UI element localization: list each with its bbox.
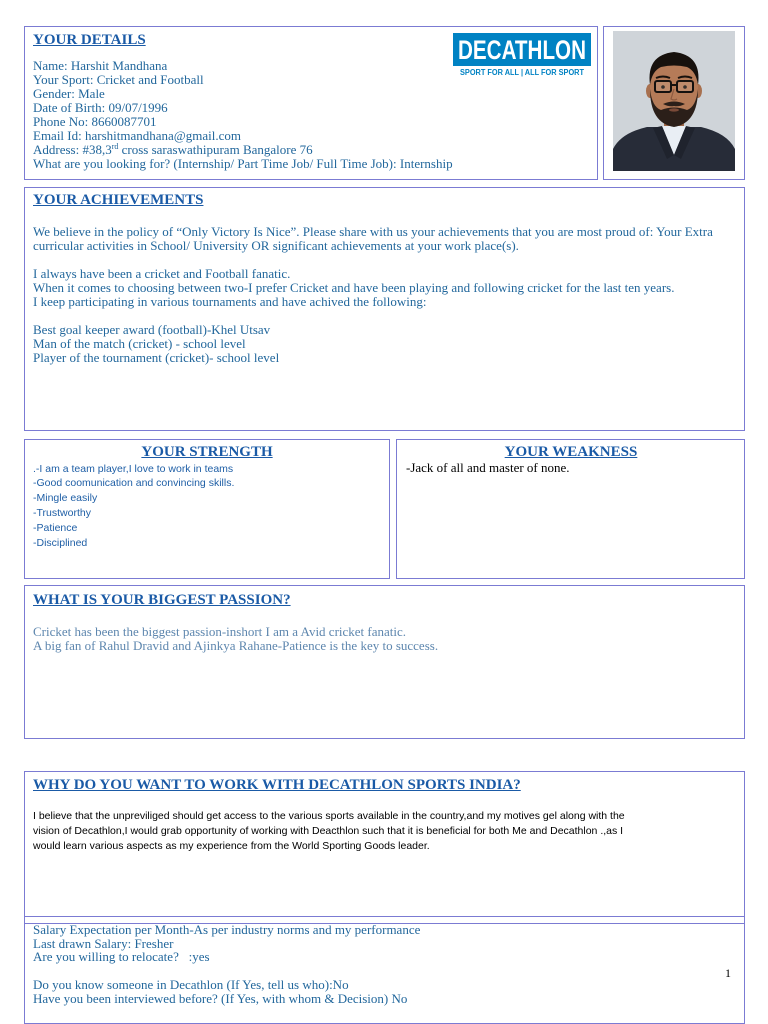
- detail-looking-for: What are you looking for? (Internship/ Part Time Job/ Full Time Job): Internship: [33, 156, 453, 171]
- achievement-intro-line: When it comes to choosing between two-I prefer Cricket and have been playing and following cricket for the last ten years.: [33, 280, 675, 295]
- detail-sport: Your Sport: Cricket and Football: [33, 72, 204, 87]
- award-item: Best goal keeper award (football)-Khel Utsav: [33, 322, 271, 337]
- achievements-lines: [33, 225, 736, 365]
- passion-line: Cricket has been the biggest passion-inshort I am a Avid cricket fanatic.: [33, 624, 407, 640]
- profile-photo: [613, 31, 735, 171]
- blank-line: [33, 253, 736, 267]
- weakness-item: -Jack of all and master of none.: [406, 460, 570, 475]
- why-decathlon-heading: WHY DO YOU WANT TO WORK WITH DECATHLON SPORTS INDIA?: [33, 776, 521, 793]
- blank-line: [33, 309, 736, 323]
- details-section: [24, 26, 598, 180]
- strength-item: -Patience: [33, 521, 78, 534]
- page-number: 1: [725, 966, 731, 980]
- photo-frame: [603, 26, 745, 180]
- strength-item: -Trustworthy: [33, 506, 91, 519]
- blank-line: [33, 964, 736, 978]
- address-suffix: cross saraswathipuram Bangalore 76: [118, 142, 313, 157]
- logo-brand-text: DECATHLON: [458, 35, 586, 65]
- address-ordinal-suffix: rd: [111, 142, 119, 151]
- detail-address: [33, 143, 589, 157]
- why-decathlon-line: would learn various aspects as my experience from the World Sporting Goods leader.: [33, 839, 430, 852]
- detail-phone: Phone No: 8660087701: [33, 114, 157, 129]
- why-decathlon-lines: [33, 809, 736, 854]
- achievements-heading: YOUR ACHIEVEMENTS: [33, 191, 204, 208]
- passion-lines: [33, 625, 736, 652]
- why-decathlon-line: vision of Decathlon,I would grab opportunity of working with Deacthlon such that it is beneficial for both Me and Decathlon .,as I: [33, 824, 624, 837]
- award-item: Man of the match (cricket) - school level: [33, 336, 246, 351]
- decathlon-logo: [452, 32, 592, 80]
- strength-heading: YOUR STRENGTH: [141, 443, 273, 460]
- know-someone-answer: Do you know someone in Decathlon (If Yes, tell us who):No: [33, 976, 349, 992]
- salary-expectation: Salary Expectation per Month-As per industry norms and my performance: [33, 922, 421, 937]
- award-item: Player of the tournament (cricket)- school level: [33, 350, 280, 365]
- weakness-list: [406, 461, 736, 475]
- address-prefix: Address: #38,3: [33, 142, 112, 157]
- glasses-left-lens: [655, 81, 671, 92]
- strength-section: [24, 439, 390, 579]
- weakness-section: [396, 439, 745, 579]
- why-decathlon-line: I believe that the unpreviliged should get access to the various sports available in the country,and my motives gel along with the: [33, 809, 625, 822]
- why-decathlon-section: [24, 771, 745, 924]
- strength-item: -Good coomunication and convincing skills.: [33, 477, 235, 490]
- relocate-answer: Are you willing to relocate? :yes: [33, 949, 210, 965]
- last-drawn-salary: Last drawn Salary: Fresher: [33, 935, 174, 951]
- additional-info-section: [24, 916, 745, 1024]
- passion-heading: WHAT IS YOUR BIGGEST PASSION?: [33, 591, 291, 608]
- details-heading: YOUR DETAILS: [33, 31, 146, 48]
- strength-item: -Disciplined: [33, 536, 88, 549]
- strength-list: [33, 462, 381, 551]
- detail-name: Name: Harshit Mandhana: [33, 58, 168, 73]
- achievement-prompt-line: curricular activities in School/ University OR significant achievements at your work place(s).: [33, 238, 519, 253]
- achievements-section: [24, 187, 745, 431]
- mouth: [669, 108, 679, 111]
- passion-line: A big fan of Rahul Dravid and Ajinkya Rahane-Patience is the key to success.: [33, 637, 439, 653]
- strength-item: -Mingle easily: [33, 492, 98, 505]
- detail-gender: Gender: Male: [33, 86, 105, 101]
- detail-dob: Date of Birth: 09/07/1996: [33, 100, 168, 115]
- logo-tagline: SPORT FOR ALL | ALL FOR SPORT: [460, 68, 585, 77]
- achievement-prompt-line: We believe in the policy of “Only Victory Is Nice”. Please share with us your achievements that you are most proud of: Your Extra: [33, 224, 713, 239]
- passion-section: [24, 585, 745, 739]
- detail-email: Email Id: harshitmandhana@gmail.com: [33, 128, 241, 143]
- weakness-heading: YOUR WEAKNESS: [504, 443, 638, 460]
- glasses-right-lens: [677, 81, 693, 92]
- strength-item: .-I am a team player,I love to work in teams: [33, 462, 234, 475]
- interviewed-before-answer: Have you been interviewed before? (If Yes, with whom & Decision) No: [33, 990, 408, 1006]
- achievement-intro-line: I keep participating in various tournaments and have achived the following:: [33, 294, 427, 309]
- achievement-intro-line: I always have been a cricket and Football fanatic.: [33, 266, 291, 281]
